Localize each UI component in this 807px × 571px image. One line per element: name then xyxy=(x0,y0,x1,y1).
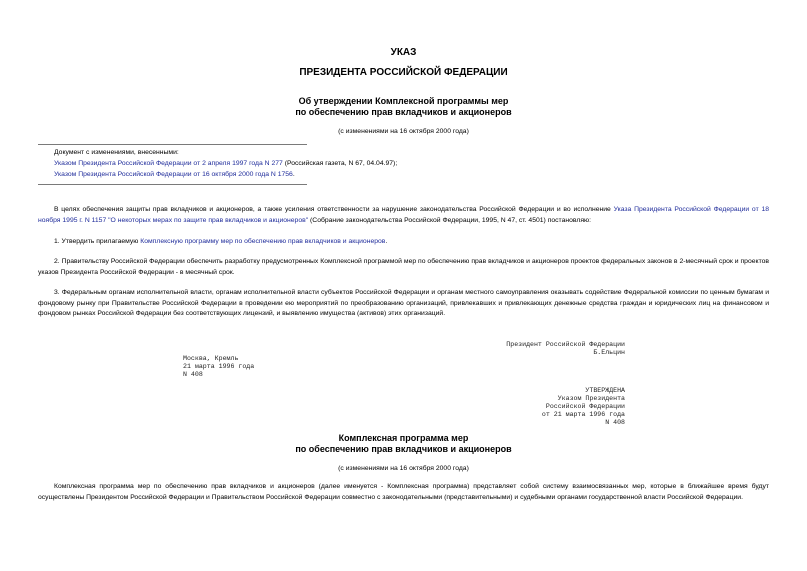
changes-note: (с изменениями на 16 октября 2000 года) xyxy=(338,128,469,135)
approved-block xyxy=(480,387,625,427)
approved-line5: N 408 xyxy=(605,419,625,426)
amendment-item-2-rest: . xyxy=(292,171,295,178)
approved-line2: Указом Президента xyxy=(557,395,625,402)
program-link[interactable]: Комплексную программу мер по обеспечению прав вкладчиков и акционеров xyxy=(140,238,386,245)
document-title-line1: Об утверждении Комплексной программы мер xyxy=(298,96,509,106)
decree-title: УКАЗ xyxy=(390,47,417,58)
amendment-link-1[interactable]: Указом Президента Российской Федерации от 2 апреля 1997 года N 277 xyxy=(54,160,283,167)
decree-1157-link[interactable]: Указа Президента Российской Федерации от 18 ноября 1995 г. N 1157 "О некоторых мерах по защите прав вкладчиков и акционеров" xyxy=(38,206,770,224)
amendments-top-rule xyxy=(38,144,307,145)
paragraph-3: 3. Федеральным органам исполнительной власти, органам исполнительной власти субъектов Российской Федерации и органам местного самоуправления оказывать содействие Федеральной комиссии по ценным бумагам и фондовому рынку при Правительстве Российской Федерации в проведении ею мероприятий по преобразованию организаций, привлекавших и привлекающих денежные средства граждан и юридических лиц на финансовом и фондовом рынках Российской Федерации без соответствующих лицензий, и выявлению имущества (активов) этих организаций. xyxy=(38,289,769,317)
amendment-item-2 xyxy=(54,169,295,180)
place-line: Москва, Кремль xyxy=(183,355,239,362)
place-date-block xyxy=(183,355,254,379)
approved-line4: от 21 марта 1996 года xyxy=(541,411,625,418)
amendment-link-2[interactable]: Указом Президента Российской Федерации от 16 октября 2000 года N 1756 xyxy=(54,171,293,178)
amendment-item-1-rest: (Российская газета, N 67, 04.04.97); xyxy=(282,160,398,167)
approved-line1: УТВЕРЖДЕНА xyxy=(585,387,625,394)
program-changes-note: (с изменениями на 16 октября 2000 года) xyxy=(338,465,469,472)
amendments-bottom-rule xyxy=(38,184,307,185)
program-title-line1: Комплексная программа мер xyxy=(338,433,469,443)
signature-line2: Б.Ельцин xyxy=(593,349,625,356)
approved-line3: Российской Федерации xyxy=(545,403,625,410)
preamble-text-a: В целях обеспечения защиты прав вкладчиков и акционеров, а также усиления ответственности за нарушение законодательства Российской Федерации и во исполнение xyxy=(54,206,614,213)
preamble-text-b: (Собрание законодательства Российской Федерации, 1995, N 47, ст. 4501) постановляю: xyxy=(308,216,591,224)
signature-line1: Президент Российской Федерации xyxy=(506,341,625,348)
decree-subtitle: ПРЕЗИДЕНТА РОССИЙСКОЙ ФЕДЕРАЦИИ xyxy=(299,67,508,78)
paragraph-1 xyxy=(38,237,769,248)
date-line: 21 марта 1996 года xyxy=(183,363,255,370)
program-paragraph-1: Комплексная программа мер по обеспечению прав вкладчиков и акционеров (далее именуется - Комплексная программа) представляет собой систему взаимосвязанных мер, которые в ближайшее время будут осуществлены Президентом Российской Федерации и Правительством Российской Федерации совместно с законодательными (представительными) и судебными органами государственной власти Российской Федерации. xyxy=(38,483,769,501)
paragraph-2: 2. Правительству Российской Федерации обеспечить разработку предусмотренных Комплексной программой мер по обеспечению прав вкладчиков и акционеров проектов федеральных законов в 2-месячный срок и проектов указов Президента Российской Федерации - в месячный срок. xyxy=(38,258,769,276)
document-title-line2: по обеспечению прав вкладчиков и акционеров xyxy=(295,107,512,117)
paragraph-preamble xyxy=(38,205,769,226)
amendments-label: Документ с изменениями, внесенными: xyxy=(54,149,179,156)
program-title-line2: по обеспечению прав вкладчиков и акционеров xyxy=(295,444,512,454)
amendment-item-1 xyxy=(54,158,397,169)
paragraph-1-text-b: . xyxy=(385,238,388,245)
paragraph-1-text-a: 1. Утвердить прилагаемую xyxy=(54,238,141,245)
signature-block xyxy=(480,341,625,357)
number-line: N 408 xyxy=(183,371,203,378)
